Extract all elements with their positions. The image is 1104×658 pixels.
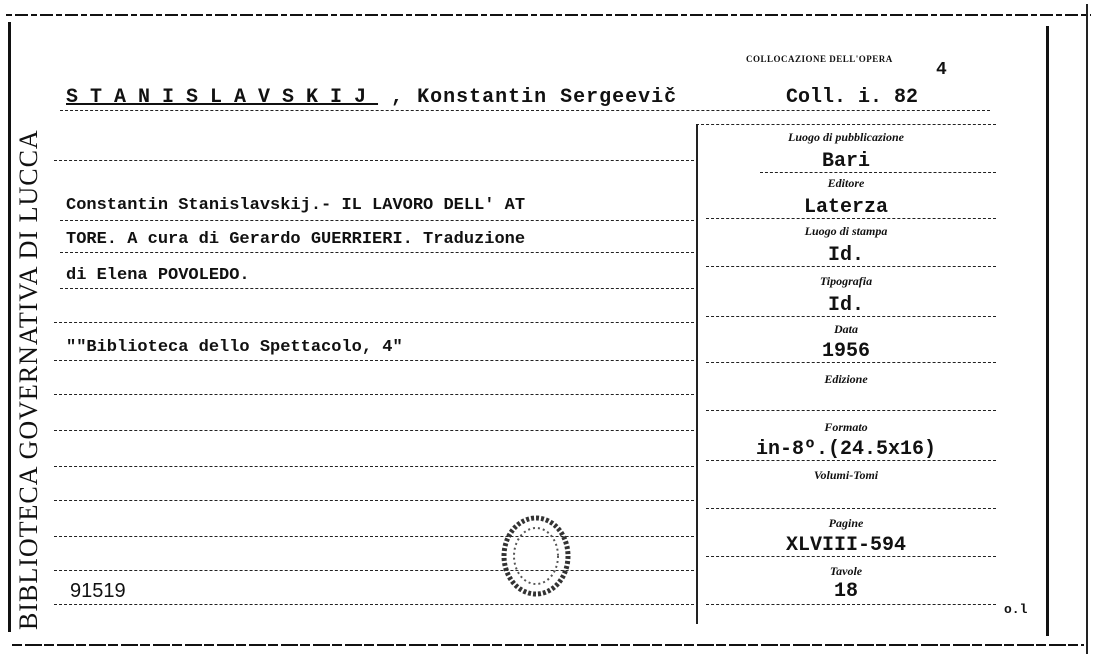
field-label-tavole: Tavole [829, 564, 863, 578]
field-rule [760, 172, 996, 173]
description-line-1: Constantin Stanislavskij.- IL LAVORO DELL' AT [66, 196, 526, 215]
ruled-line [54, 360, 694, 361]
card-left-border [8, 22, 11, 632]
field-rule [706, 604, 996, 605]
field-value-luogo-stampa: Id. [827, 244, 864, 267]
library-seal-stamp [496, 512, 576, 600]
field-value-editore: Laterza [803, 196, 888, 219]
corner-note: o.l [1004, 602, 1028, 617]
ruled-line [60, 288, 694, 289]
field-rule [706, 410, 996, 411]
heading-rule [60, 110, 990, 111]
field-label-data: Data [834, 322, 858, 336]
field-value-formato: in-8º.(24.5x16) [755, 438, 937, 461]
ruled-line [54, 500, 694, 501]
collocazione-label: COLLOCAZIONE DELL'OPERA [746, 54, 893, 64]
field-label-pagine: Pagine [828, 516, 864, 530]
field-value-tipografia: Id. [827, 294, 864, 317]
ruled-line [54, 322, 694, 323]
author-heading [66, 86, 677, 109]
field-value-data: 1956 [821, 340, 870, 363]
shelfmark: Coll. i. 82 [786, 86, 919, 109]
field-label-editore: Editore [827, 176, 865, 190]
ruled-line [54, 466, 694, 467]
field-value-luogo-pubblicazione: Bari [821, 150, 870, 173]
card-top-border [6, 14, 1091, 16]
field-rule [706, 218, 996, 219]
field-value-tavole: 18 [833, 580, 858, 603]
field-rule [706, 460, 996, 461]
field-value-pagine: XLVIII-594 [785, 534, 907, 557]
field-label-edizione: Edizione [824, 372, 868, 386]
description-line-3: di Elena POVOLEDO. [66, 266, 250, 285]
ruled-line [60, 220, 694, 221]
ruled-line [54, 430, 694, 431]
author-separator: , [391, 86, 405, 109]
field-rule [706, 508, 996, 509]
ruled-line [54, 570, 694, 571]
field-label-tipografia: Tipografia [819, 274, 873, 288]
panel-top-rule [696, 124, 996, 125]
accession-number: 91519 [70, 580, 126, 602]
author-surname: STANISLAVSKIJ [66, 86, 379, 109]
card-right-border [1046, 26, 1049, 636]
card-bottom-border [12, 644, 1084, 646]
field-label-formato: Formato [824, 420, 868, 434]
ruled-line [60, 252, 694, 253]
card-right-edge [1086, 4, 1088, 654]
ruled-line [54, 536, 694, 537]
field-label-luogo-pubblicazione: Luogo di pubblicazione [787, 130, 904, 144]
field-label-volumi-tomi: Volumi-Tomi [813, 468, 879, 482]
field-rule [706, 316, 996, 317]
ruled-line [54, 604, 694, 605]
ruled-line [54, 394, 694, 395]
field-label-luogo-stampa: Luogo di stampa [804, 224, 888, 238]
description-line-2: TORE. A cura di Gerardo GUERRIERI. Traduzione [66, 230, 526, 249]
library-stamp: BIBLIOTECA GOVERNATIVA DI LUCCA [14, 129, 43, 630]
field-rule [706, 556, 996, 557]
series-line: ""Biblioteca dello Spettacolo, 4" [66, 338, 403, 357]
author-given-names: Konstantin Sergeevič [417, 86, 678, 109]
field-rule [706, 362, 996, 363]
shelfmark-superscript: 4 [936, 60, 947, 80]
ruled-line [54, 160, 694, 161]
field-rule [706, 266, 996, 267]
